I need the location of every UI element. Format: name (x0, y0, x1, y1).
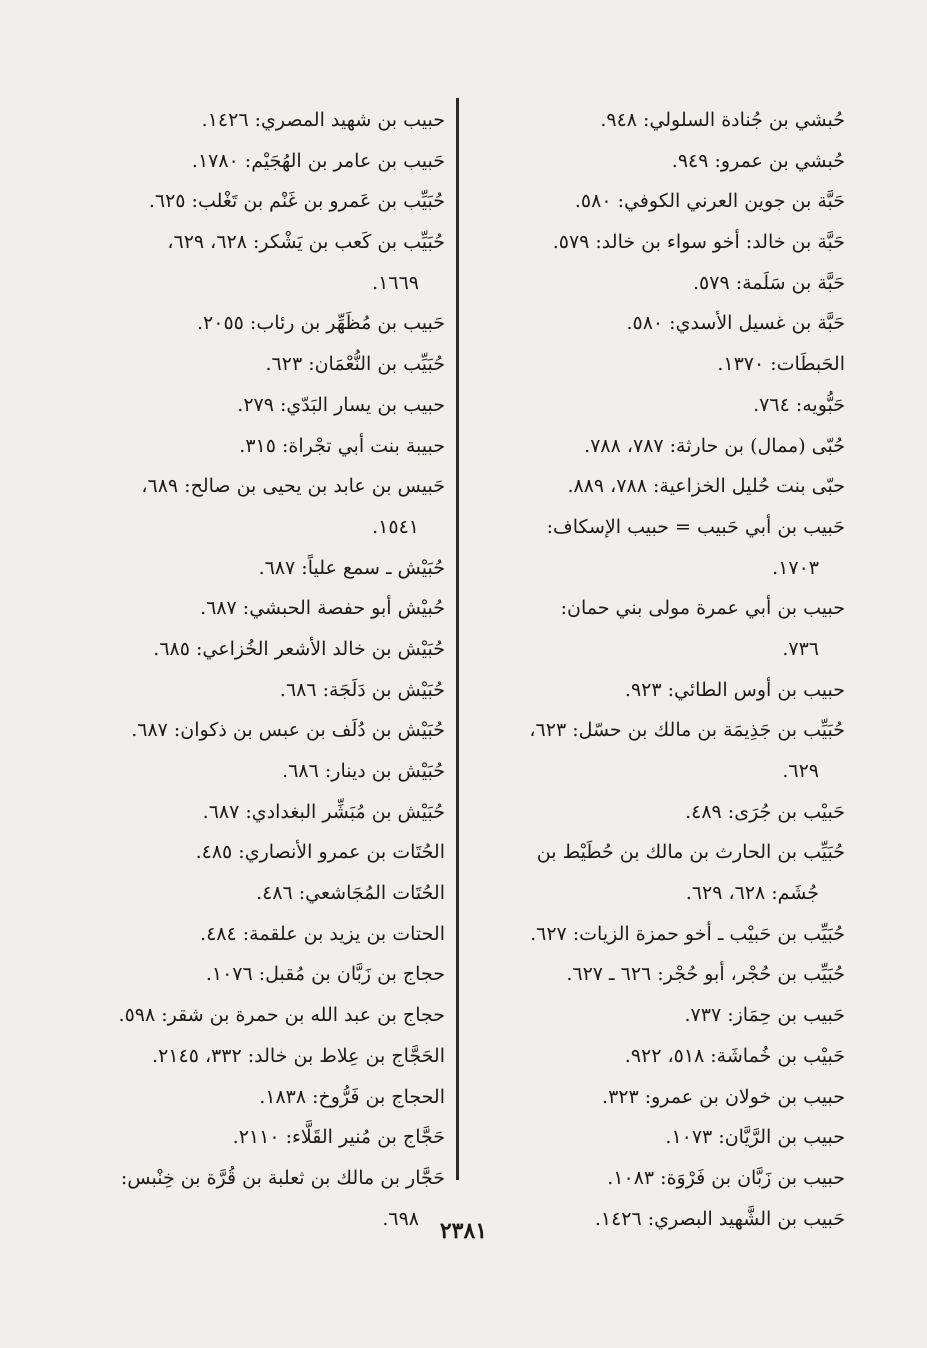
index-entry: الحتات بن يزيد بن علقمة: ٤٨٤. (200, 922, 445, 945)
index-entry: حَبيب بن مُظَهِّر بن رئاب: ٢٠٥٥. (197, 312, 445, 335)
index-entry: حُبَيِّب بن النُّعْمَان: ٦٢٣. (265, 353, 445, 376)
index-entry: الحُتَات المُجَاشعي: ٤٨٦. (256, 882, 445, 905)
index-entry-continuation: جُشَم: ٦٢٨، ٦٢٩. (685, 882, 819, 905)
right-index-column (473, 100, 845, 1239)
index-entry-continuation: ٧٣٦. (782, 637, 819, 660)
index-entry: حبيبة بنت أبي تجْراة: ٣١٥. (239, 434, 445, 457)
index-entry: حُبَيْش ـ سمع علياً: ٦٨٧. (258, 556, 445, 579)
index-entry-continuation: ١٦٦٩. (372, 271, 419, 294)
index-entry: حَبيب بن الشَّهيد البصري: ١٤٢٦. (594, 1207, 845, 1230)
index-entry: حَبَّة بن سَلَمة: ٥٧٩. (693, 271, 845, 294)
index-entry: حُبَيْش بن مُبَشِّر البغدادي: ٦٨٧. (202, 800, 445, 823)
index-entry: حَبَّة بن غسيل الأسدي: ٥٨٠. (626, 312, 845, 335)
index-entry: حُبَيِّب بن الحارث بن مالك بن حُطَيْط بن (536, 841, 845, 864)
index-entry: حَجَّاج بن مُنير القَلَّاء: ٢١١٠. (232, 1126, 445, 1149)
index-entry: حبيب بن أوس الطائي: ٩٢٣. (624, 678, 845, 701)
index-entry: حُبيْش أبو حفصة الحبشي: ٦٨٧. (200, 597, 445, 620)
index-entry-continuation: ٦٢٩. (782, 760, 819, 782)
index-entry-continuation: ١٧٠٣. (772, 556, 819, 579)
index-entry: حُبَيِّب بن جَذِيمَة بن مالك بن حسّل: ٦٢٣، (529, 719, 845, 742)
index-entry: حَبيْب بن جُرَى: ٤٨٩. (685, 800, 845, 823)
index-entry: حُبَيِّب بن حَبيْب ـ أخو حمزة الزيات: ٦٢٧. (530, 922, 845, 945)
index-entry: حَبيب بن حِمَاز: ٧٣٧. (684, 1004, 845, 1027)
left-index-column (75, 100, 445, 1239)
index-entry-continuation: ١٥٤١. (372, 515, 419, 538)
index-entry: حبيب بن خولان بن عمرو: ٣٢٣. (602, 1085, 845, 1108)
index-entry: حَبُّويه: ٧٦٤. (753, 393, 845, 416)
column-divider (456, 98, 459, 1180)
index-entry: حُبشي بن جُنادة السلولي: ٩٤٨. (600, 109, 845, 131)
index-entry: حَبيس بن عابد بن يحيى بن صالح: ٦٨٩، (141, 475, 445, 498)
index-entry: حُبَيْش بن دينار: ٦٨٦. (282, 760, 445, 782)
index-entry: حبيب بن أبي عمرة مولى بني حمان: (560, 597, 845, 620)
index-entry: حُبَيْش بن دُلَف بن عبس بن ذكوان: ٦٨٧. (131, 719, 445, 742)
index-entry: حبيب بن زَبَّان بن فَرْوَة: ١٠٨٣. (607, 1166, 845, 1189)
index-entry: الحَجَّاج بن عِلاط بن خالد: ٣٣٢، ٢١٤٥. (152, 1044, 445, 1067)
index-entry: حبيب بن شهيد المصري: ١٤٢٦. (201, 109, 445, 131)
index-entry: حُبَيْش بن خالد الأشعر الخُزاعي: ٦٨٥. (153, 637, 445, 660)
index-entry: حجاج بن عبد الله بن حمرة بن شقر: ٥٩٨. (118, 1004, 445, 1027)
index-entry-continuation: ٦٩٨. (382, 1207, 419, 1230)
index-entry: حَبَّة بن جوين العرني الكوفي: ٥٨٠. (574, 190, 845, 213)
index-entry: حُبَيِّب بن حُجْر، أبو حُجْر: ٦٢٦ ـ ٦٢٧. (566, 963, 845, 986)
index-entry: الحَبطَات: ١٣٧٠. (717, 353, 845, 376)
index-entry: حَبيب بن عامر بن الهُجَيْم: ١٧٨٠. (191, 149, 445, 172)
index-entry: حجاج بن زَبَّان بن مُقبل: ١٠٧٦. (205, 963, 445, 986)
index-entry: حُبَيِّب بن كَعب بن يَشْكر: ٦٢٨، ٦٢٩، (167, 231, 445, 254)
index-entry: الحجاج بن فَرُّوخ: ١٨٣٨. (259, 1085, 445, 1108)
index-entry: حَبيْب بن خُماشَة: ٥١٨، ٩٢٢. (624, 1044, 845, 1067)
index-entry: حبيب بن يسار البَدّي: ٢٧٩. (237, 393, 445, 416)
index-entry: حبيب بن الرَّيَّان: ١٠٧٣. (665, 1126, 845, 1149)
index-entry: الحُتَات بن عمرو الأنصاري: ٤٨٥. (195, 841, 445, 864)
index-entry: حُبَيْش بن دَلَجَة: ٦٨٦. (279, 678, 445, 701)
index-entry: حَبيب بن أبي حَبيب = حبيب الإسكاف: (546, 515, 845, 538)
index-entry: حُبشي بن عمرو: ٩٤٩. (671, 149, 845, 172)
index-entry: حُبّى (ممال) بن حارثة: ٧٨٧، ٧٨٨. (584, 434, 845, 457)
index-entry: حَجَّار بن مالك بن ثعلبة بن قُرَّة بن خِنْبس: (120, 1166, 445, 1189)
page-number: ٢٣٨١ (439, 1218, 488, 1244)
index-entry: حُبَيِّب بن عَمرو بن غَنْم بن تَغْلب: ٦٢٥. (148, 190, 445, 213)
index-entry: حَبَّة بن خالد: أخو سواء بن خالد: ٥٧٩. (552, 231, 845, 254)
index-entry: حبّى بنت حُليل الخزاعية: ٧٨٨، ٨٨٩. (567, 475, 845, 498)
